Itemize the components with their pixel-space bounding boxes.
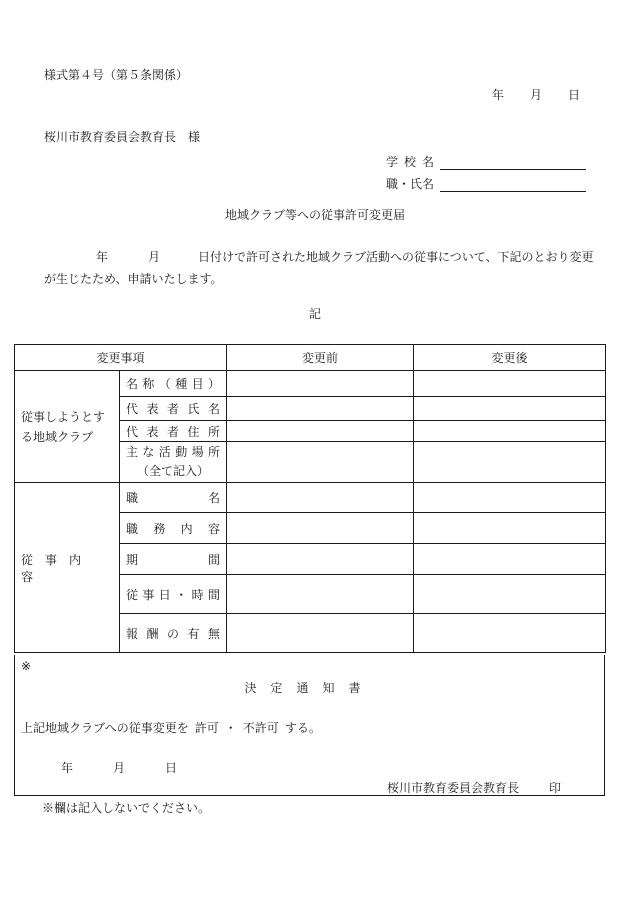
seal-mark: 印 <box>549 781 562 795</box>
date-month: 月 <box>530 88 543 102</box>
date-year: 年 <box>492 88 505 102</box>
ki-heading: 記 <box>308 307 321 321</box>
cell-before[interactable] <box>227 614 414 653</box>
school-name-label: 学校名 <box>386 155 441 169</box>
activity-location-label: 主な活動場所 <box>126 445 221 459</box>
decision-notice-box <box>14 655 605 796</box>
cell-before[interactable] <box>227 483 414 513</box>
submission-date <box>492 86 580 103</box>
school-name-field[interactable] <box>440 155 586 170</box>
decision-date <box>61 759 217 776</box>
cell-before[interactable] <box>227 397 414 421</box>
document-title: 地域クラブ等への従事許可変更届 <box>224 208 405 222</box>
table-row <box>15 371 606 397</box>
cell-after[interactable] <box>414 483 606 513</box>
permit-option[interactable]: 許可 <box>194 721 219 735</box>
cell-after[interactable] <box>414 421 606 442</box>
header-after: 変更後 <box>414 345 606 371</box>
cell-after[interactable] <box>414 513 606 544</box>
office-use-mark: ※ <box>21 659 32 673</box>
item-representative-name: 代表者氏名 <box>120 397 227 421</box>
addressee: 桜川市教育委員会教育長 様 <box>44 130 201 144</box>
item-activity-location <box>120 442 227 483</box>
footnote: ※欄は記入しないでください。 <box>42 801 211 815</box>
header-change-item: 変更事項 <box>15 345 227 371</box>
decision-date-year: 年 <box>61 761 74 775</box>
cell-after[interactable] <box>414 371 606 397</box>
applicant-block <box>386 148 586 192</box>
cell-after[interactable] <box>414 397 606 421</box>
cell-after[interactable] <box>414 442 606 483</box>
item-representative-address: 代表者住所 <box>120 421 227 442</box>
table-row <box>15 483 606 513</box>
decision-text-before: 上記地域クラブへの従事変更を <box>21 721 189 735</box>
item-position: 職名 <box>120 483 227 513</box>
item-compensation: 報酬の有無 <box>120 614 227 653</box>
cell-before[interactable] <box>227 442 414 483</box>
cell-after[interactable] <box>414 614 606 653</box>
item-period: 期間 <box>120 544 227 575</box>
issuing-authority <box>387 779 561 796</box>
body-month: 月 <box>148 250 161 264</box>
cell-before[interactable] <box>227 371 414 397</box>
activity-location-note: （全て記入） <box>137 464 210 478</box>
body-year: 年 <box>96 250 109 264</box>
decision-statement <box>21 719 327 736</box>
decision-notice-title: 決定通知書 <box>244 681 375 695</box>
deny-option[interactable]: 不許可 <box>242 721 279 735</box>
group-label-duty: 従事内容 <box>15 483 120 653</box>
cell-before[interactable] <box>227 544 414 575</box>
position-name-label: 職・氏名 <box>386 177 435 191</box>
decision-date-day: 日 <box>165 761 178 775</box>
cell-before[interactable] <box>227 513 414 544</box>
change-table <box>14 344 606 653</box>
body-paragraph <box>44 246 594 290</box>
item-work-days-hours: 従事日・時間 <box>120 575 227 614</box>
cell-before[interactable] <box>227 575 414 614</box>
cell-after[interactable] <box>414 575 606 614</box>
table-header-row <box>15 345 606 371</box>
position-name-field[interactable] <box>440 177 586 192</box>
date-day: 日 <box>568 88 581 102</box>
item-club-name: 名称（種目） <box>120 371 227 397</box>
header-before: 変更前 <box>227 345 414 371</box>
cell-before[interactable] <box>227 421 414 442</box>
form-number: 様式第４号（第５条関係） <box>44 68 189 82</box>
group-label-club: 従事しようとする地域クラブ <box>15 371 120 483</box>
item-duties: 職務内容 <box>120 513 227 544</box>
body-text: 日付けで許可された地域クラブ活動への従事について、下記のとおり変更が生じたため、申請いたします。 <box>44 250 594 286</box>
decision-text-after: する。 <box>284 721 321 735</box>
decision-date-month: 月 <box>113 761 126 775</box>
option-separator: ・ <box>224 721 237 735</box>
authority-name: 桜川市教育委員会教育長 <box>387 781 520 795</box>
cell-after[interactable] <box>414 544 606 575</box>
